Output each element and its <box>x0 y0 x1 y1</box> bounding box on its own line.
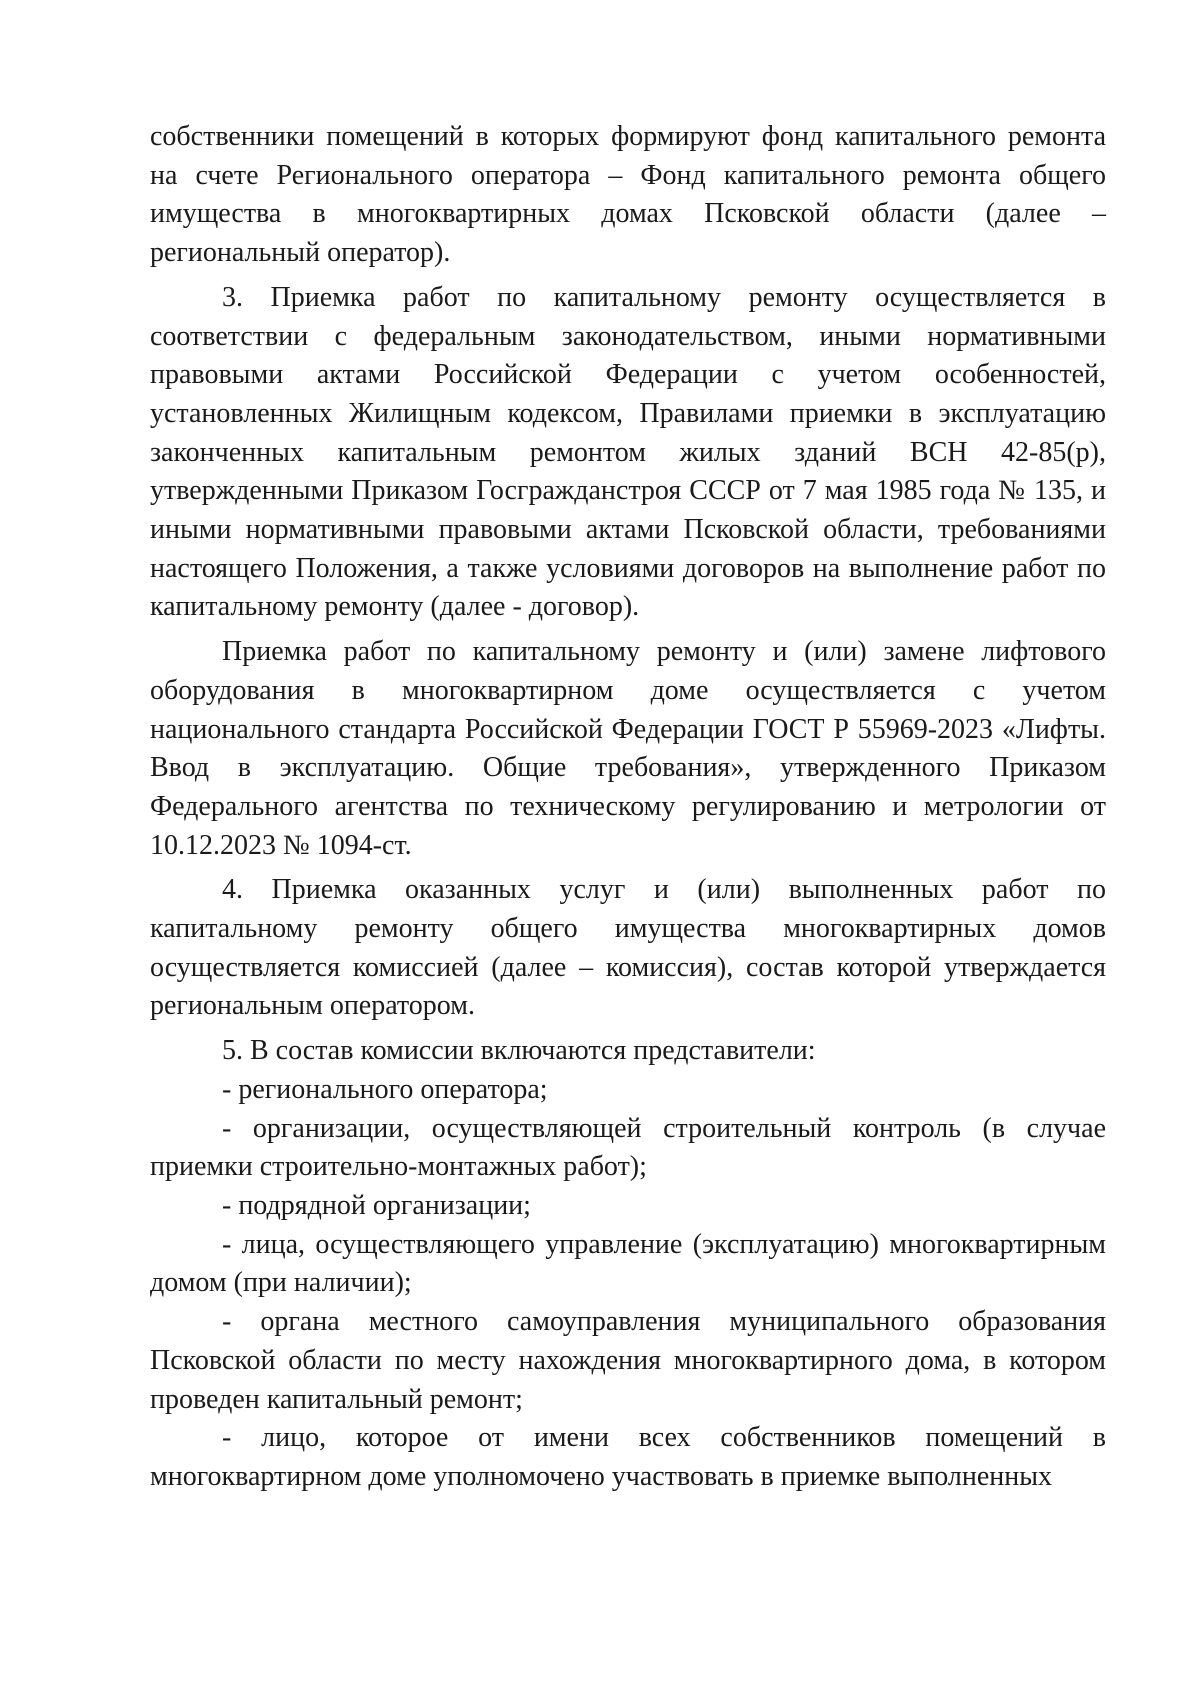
list-item-contractor: - подрядной организации; <box>222 1189 531 1221</box>
list-item-management: - лица, осуществляющего управление (эксплуатацию) многоквартирным домом (при наличии); <box>150 1228 1106 1299</box>
paragraph-4: 4. Приемка оказанных услуг и (или) выполненных работ по капитальному ремонту общего имущества многоквартирных домов осуществляется комиссией (далее – комиссия), состав которой утверждается региональным оператором. <box>150 874 1106 1022</box>
paragraph-5: 5. В состав комиссии включаются представители: <box>222 1035 816 1067</box>
list-item-local-government: - органа местного самоуправления муниципального образования Псковской области по месту нахождения многоквартирного дома, в котором проведен капитальный ремонт; <box>150 1306 1106 1415</box>
list-item-owners-representative: - лицо, которое от имени всех собственников помещений в многоквартирном доме уполномочено участвовать в приемке выполненных <box>150 1422 1106 1492</box>
paragraph-lift-equipment: Приемка работ по капитальному ремонту и (или) замене лифтового оборудования в многоквартирном доме осуществляется с учетом национального стандарта Российской Федерации ГОСТ Р 55969-2023 «Лифты. Ввод в эксплуатацию. Общие требования», утвержденного Приказом Федерального агентства по техническому регулированию и метрологии от 10.12.2023 № 1094-ст. <box>150 636 1106 861</box>
paragraph-continuation: собственники помещений в которых формируют фонд капитального ремонта на счете Регионального оператора – Фонд капитального ремонта общего имущества в многоквартирных домах Псковской области (далее – региональный оператор). <box>150 121 1106 269</box>
list-item-regional-operator: - регионального оператора; <box>222 1073 548 1105</box>
paragraph-3: 3. Приемка работ по капитальному ремонту осуществляется в соответствии с федеральным законодательством, иными нормативными правовыми актами Российской Федерации с учетом особенностей, установленных Жилищным кодексом, Правилами приемки в эксплуатацию законченных капитальным ремонтом жилых зданий ВСН 42-85(р), утвержденными Приказом Госгражданстроя СССР от 7 мая 1985 года № 135, и иными нормативными правовыми актами Псковской области, требованиями настоящего Положения, а также условиями договоров на выполнение работ по капитальному ремонту (далее - договор). <box>150 281 1106 623</box>
document-page <box>150 118 1106 1497</box>
list-item-construction-control: - организации, осуществляющей строительный контроль (в случае приемки строительно-монтажных работ); <box>150 1112 1106 1183</box>
